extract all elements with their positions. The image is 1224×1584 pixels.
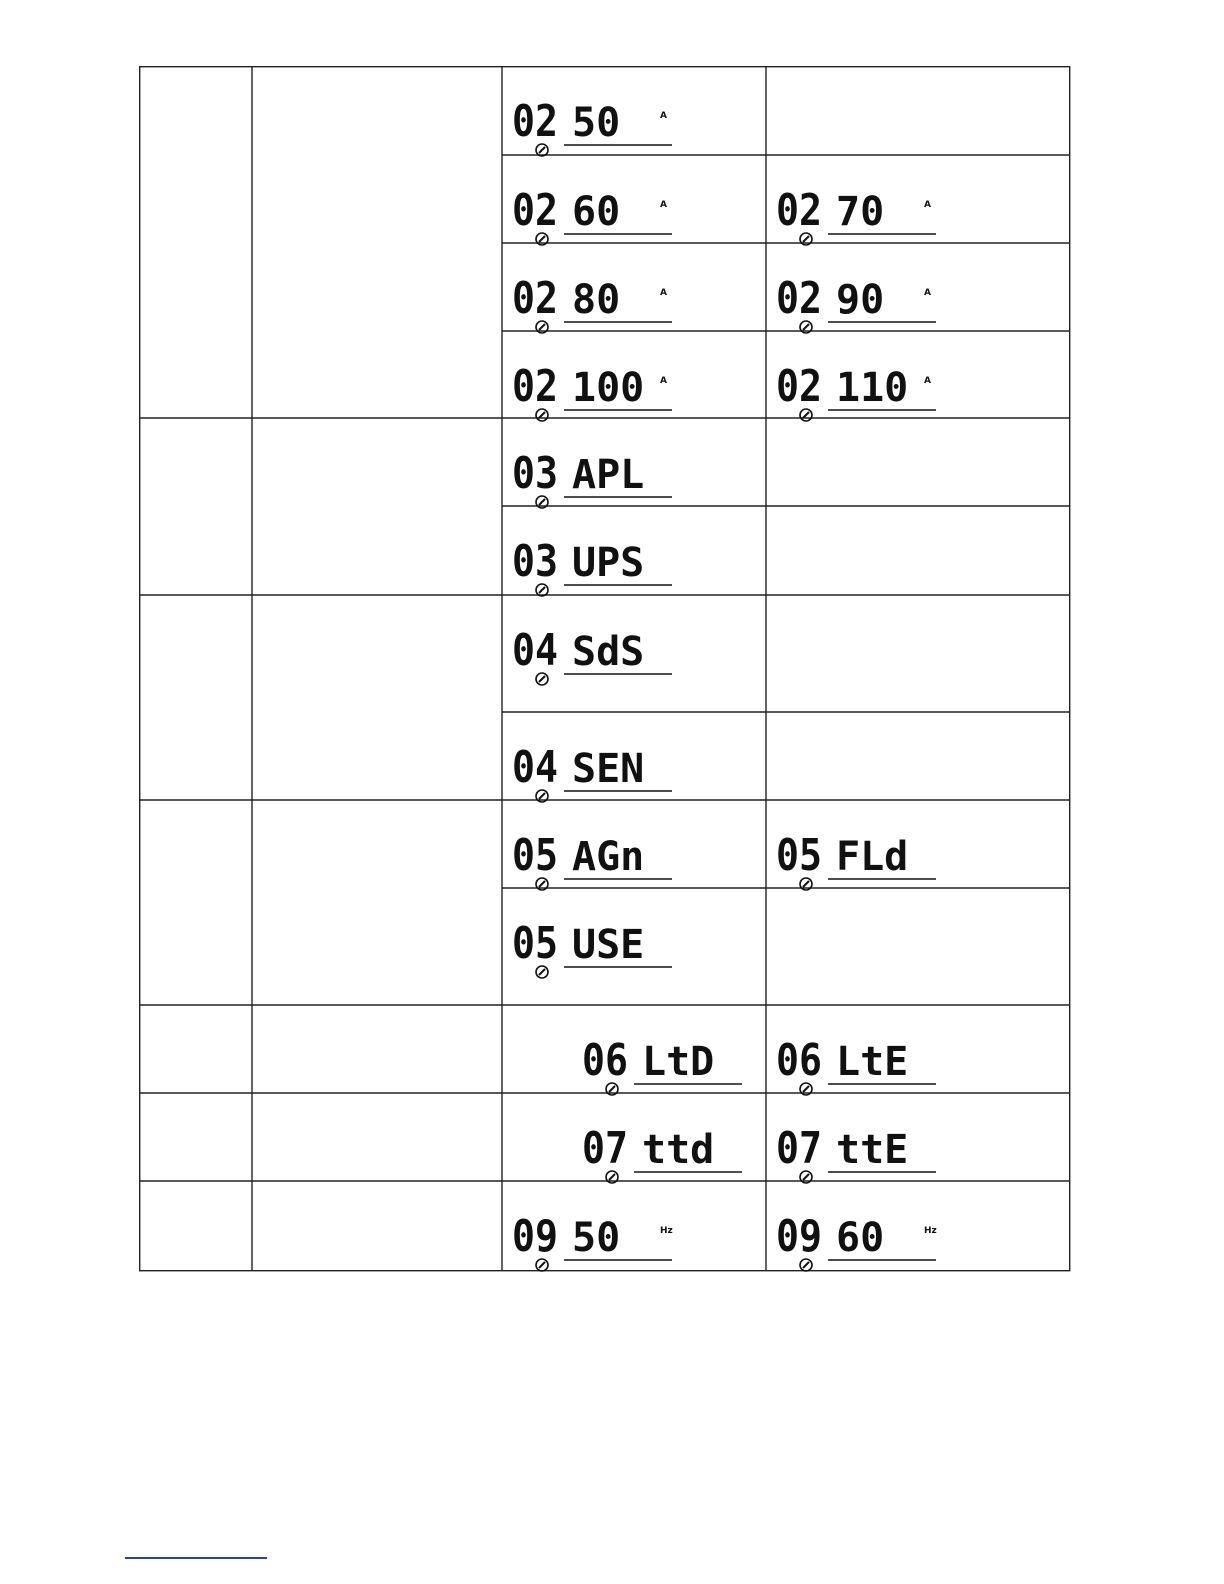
- setting-value: 60: [572, 189, 621, 235]
- unit-label: A: [660, 376, 667, 386]
- setting-value: ttd: [642, 1127, 715, 1173]
- program-code: 04: [512, 742, 558, 793]
- program-code: 02: [512, 361, 558, 412]
- unit-label: A: [660, 200, 667, 210]
- lcd-setting-display: [512, 830, 672, 890]
- setting-value: 60: [836, 1215, 885, 1261]
- setting-value: AGn: [572, 834, 645, 880]
- program-code: 05: [512, 830, 558, 881]
- program-code: 06: [776, 1035, 822, 1086]
- lcd-setting-display: [512, 361, 672, 421]
- lcd-setting-display: [776, 1123, 936, 1183]
- setting-value: UPS: [572, 540, 645, 586]
- unit-label: Hz: [924, 1226, 937, 1236]
- program-code: 06: [582, 1035, 628, 1086]
- setting-value: 50: [572, 1215, 621, 1261]
- program-code: 05: [512, 918, 558, 969]
- setting-value: APL: [572, 452, 645, 498]
- unit-label: A: [660, 111, 667, 121]
- footer-rule: [125, 1557, 267, 1559]
- lcd-setting-display: [512, 448, 672, 508]
- program-code: 02: [776, 185, 822, 236]
- program-code: 02: [512, 185, 558, 236]
- setting-value: FLd: [836, 834, 909, 880]
- program-code: 02: [776, 273, 822, 324]
- lcd-setting-display: [512, 536, 672, 596]
- unit-label: A: [924, 200, 931, 210]
- settings-table-grid: [139, 66, 1071, 1272]
- program-code: 02: [776, 361, 822, 412]
- setting-value: 80: [572, 277, 621, 323]
- lcd-setting-display: [582, 1123, 742, 1183]
- lcd-setting-display: [512, 185, 672, 245]
- lcd-setting-display: [512, 96, 672, 156]
- lcd-setting-display: [776, 1211, 937, 1271]
- lcd-setting-display: [512, 273, 672, 333]
- unit-label: A: [660, 288, 667, 298]
- lcd-setting-display: [776, 361, 936, 421]
- lcd-setting-display: [776, 830, 936, 890]
- setting-value: USE: [572, 922, 645, 968]
- unit-label: A: [924, 376, 931, 386]
- lcd-setting-display: [776, 1035, 936, 1095]
- setting-value: 110: [836, 365, 909, 411]
- setting-value: 100: [572, 365, 645, 411]
- program-code: 07: [776, 1123, 822, 1174]
- unit-label: A: [924, 288, 931, 298]
- program-code: 05: [776, 830, 822, 881]
- program-code: 07: [582, 1123, 628, 1174]
- lcd-setting-display: [512, 1211, 673, 1271]
- setting-value: SEN: [572, 746, 645, 792]
- setting-value: ttE: [836, 1127, 909, 1173]
- setting-value: LtE: [836, 1039, 909, 1085]
- lcd-setting-display: [776, 273, 936, 333]
- program-code: 03: [512, 536, 558, 587]
- setting-value: 50: [572, 100, 621, 146]
- program-code: 02: [512, 96, 558, 147]
- unit-label: Hz: [660, 1226, 673, 1236]
- setting-value: LtD: [642, 1039, 715, 1085]
- program-code: 09: [776, 1211, 822, 1262]
- setting-value: 90: [836, 277, 885, 323]
- setting-value: SdS: [572, 629, 645, 675]
- program-code: 02: [512, 273, 558, 324]
- settings-table: [139, 66, 1071, 1272]
- lcd-setting-display: [512, 742, 672, 802]
- lcd-setting-display: [582, 1035, 742, 1095]
- program-code: 09: [512, 1211, 558, 1262]
- program-code: 03: [512, 448, 558, 499]
- lcd-setting-display: [512, 625, 672, 685]
- lcd-setting-display: [776, 185, 936, 245]
- lcd-setting-display: [512, 918, 672, 978]
- setting-value: 70: [836, 189, 885, 235]
- program-code: 04: [512, 625, 558, 676]
